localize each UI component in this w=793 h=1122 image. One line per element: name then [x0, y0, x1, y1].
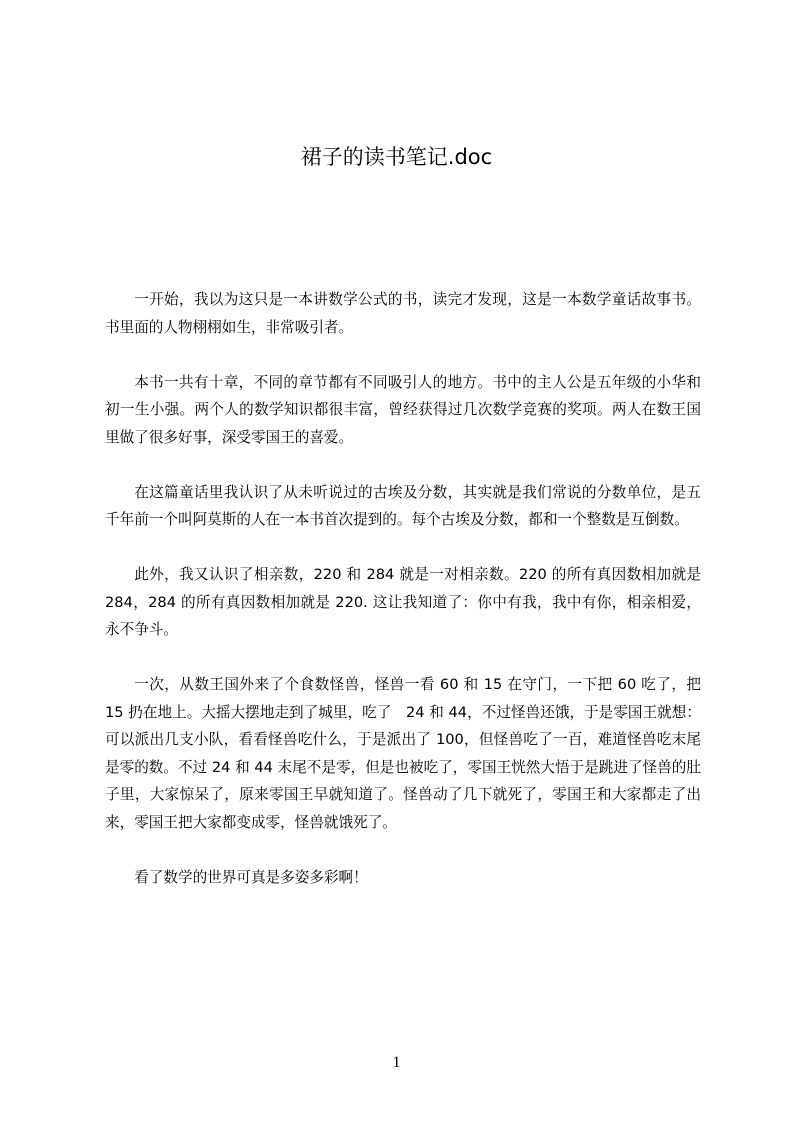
- paragraph-3: 在这篇童话里我认识了从未听说过的古埃及分数，其实就是我们常说的分数单位，是五千年前一个叫阿莫斯的人在一本书首次提到的。每个古埃及分数，都和一个整数是互倒数。: [105, 483, 701, 528]
- paragraph-5: 一次，从数王国外来了个食数怪兽，怪兽一看 60 和 15 在守门，一下把 60 吃了，把 15 扔在地上。大摇大摆地走到了城里，吃了 24 和 44，不过怪兽还饿，于是零国王就想：可以派出几支小队，看看怪兽吃什么，于是派出了 100，但怪兽吃了一百，难道怪兽吃末尾是零的数。不过 24 和 44 末尾不是零，但是也被吃了，零国王恍然大悟于是跳进了怪兽的肚子里，大家惊呆了，原来零国王早就知道了。怪兽动了几下就死了，零国王和大家都走了出来，零国王把大家都变成零，怪兽就饿死了。: [105, 676, 701, 831]
- page-number: 1: [392, 1054, 401, 1071]
- paragraph-4: 此外，我又认识了相亲数，220 和 284 就是一对相亲数。220 的所有真因数相加就是 284，284 的所有真因数相加就是 220. 这让我知道了：你中有我，我中有你，相亲相爱，永不争斗。: [105, 566, 701, 638]
- document-body: [105, 286, 701, 919]
- document-title: 裙子的读书笔记.doc: [300, 145, 493, 169]
- paragraph-2: 本书一共有十章，不同的章节都有不同吸引人的地方。书中的主人公是五年级的小华和初一生小强。两个人的数学知识都很丰富，曾经获得过几次数学竞赛的奖项。两人在数王国里做了很多好事，深受零国王的喜爱。: [105, 373, 701, 446]
- paragraph-6: 看了数学的世界可真是多姿多彩啊！: [134, 868, 368, 886]
- paragraph-1: 一开始，我以为这只是一本讲数学公式的书，读完才发现，这是一本数学童话故事书。书里面的人物栩栩如生，非常吸引者。: [105, 291, 701, 336]
